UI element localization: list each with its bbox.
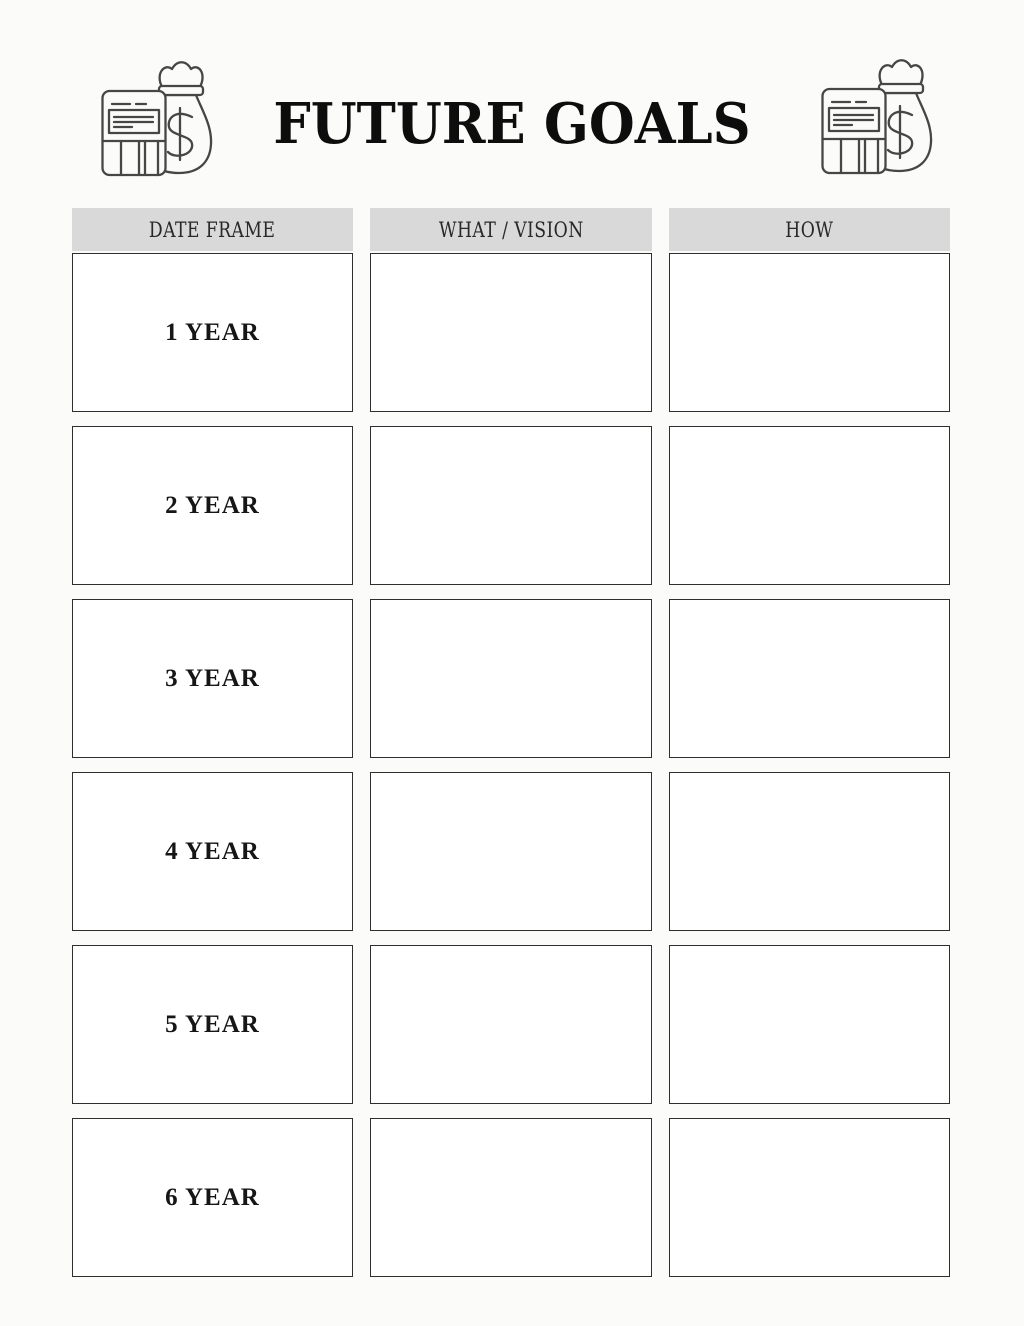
column-header-how — [669, 208, 950, 251]
table-body — [72, 253, 950, 1277]
how-cell-5 — [669, 945, 950, 1104]
date-frame-cell-3 — [72, 599, 353, 758]
vision-cell-4 — [370, 772, 652, 931]
column-header-label: WHAT / VISION — [438, 217, 584, 242]
column-header-what-vision — [370, 208, 652, 251]
how-cell-2 — [669, 426, 950, 585]
date-frame-cell-6 — [72, 1118, 353, 1277]
how-cell-4 — [669, 772, 950, 931]
vision-cell-5 — [370, 945, 652, 1104]
calculator-money-bag-icon — [820, 58, 933, 176]
column-header-label: DATE FRAME — [149, 217, 276, 242]
how-cell-6 — [669, 1118, 950, 1277]
how-cell-3 — [669, 599, 950, 758]
vision-cell-2 — [370, 426, 652, 585]
vision-cell-1 — [370, 253, 652, 412]
how-cell-1 — [669, 253, 950, 412]
vision-cell-3 — [370, 599, 652, 758]
year-label: 5 YEAR — [165, 1010, 260, 1038]
column-header-date-frame — [72, 208, 353, 251]
date-frame-cell-2 — [72, 426, 353, 585]
table-header — [72, 208, 950, 251]
page-title: FUTURE GOALS — [273, 91, 751, 157]
year-label: 1 YEAR — [165, 318, 260, 346]
column-header-label: HOW — [785, 217, 834, 242]
year-label: 2 YEAR — [165, 491, 260, 519]
year-label: 6 YEAR — [165, 1183, 260, 1211]
date-frame-cell-5 — [72, 945, 353, 1104]
year-label: 3 YEAR — [165, 664, 260, 692]
date-frame-cell-1 — [72, 253, 353, 412]
date-frame-cell-4 — [72, 772, 353, 931]
vision-cell-6 — [370, 1118, 652, 1277]
year-label: 4 YEAR — [165, 837, 260, 865]
